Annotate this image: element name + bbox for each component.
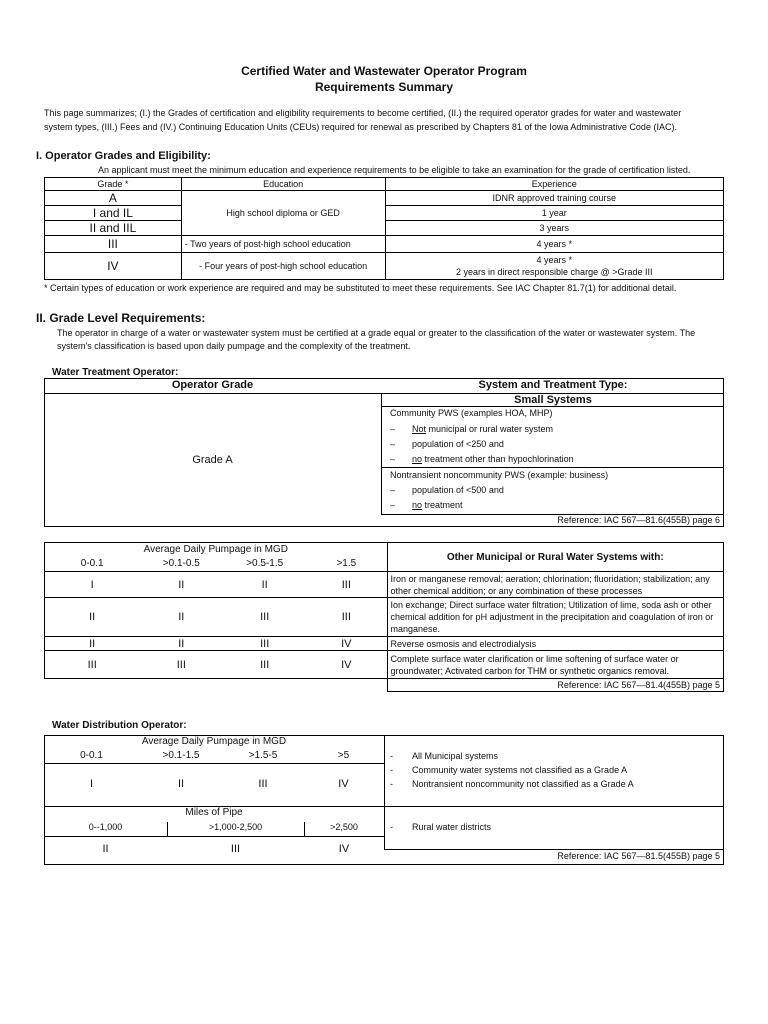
section-2-heading: II. Grade Level Requirements: xyxy=(36,311,206,325)
grade-cell: III xyxy=(230,843,241,855)
treatment-desc: Iron or manganese removal; aeration; chlorination; fluoridation; stabilization; any other chemical addition; or any combination of these processes xyxy=(387,572,723,598)
wdo-col: >5 xyxy=(337,750,350,761)
section-2-para-2: system's classification is based upon daily pumpage and the complexity of the treatment. xyxy=(57,341,411,351)
treatment-desc: Complete surface water clarification or lime softening of surface water or groundwater; Activated carbon for THM or synthetic organics removal. xyxy=(387,651,723,679)
grade-cell: III xyxy=(223,598,306,637)
grade-cell: III xyxy=(258,778,268,790)
section-1-footnote: * Certain types of education or work experience are required and may be substituted to meet these requirements. See IAC Chapter 81.7(1) for additional detail. xyxy=(44,283,677,293)
wdo-reference: Reference: IAC 567—81.5(455B) page 5 xyxy=(557,851,720,861)
experience-cell: 4 years * xyxy=(385,236,724,253)
section-1-note: An applicant must meet the minimum education and experience requirements to be eligible to take an examination for the grade of certification listed. xyxy=(98,165,691,175)
grade-cell: II and IIL xyxy=(45,221,182,236)
grade-cell: IV xyxy=(45,253,182,280)
grade-cell: III xyxy=(45,236,182,253)
miles-col: >1,000-2,500 xyxy=(208,822,263,832)
education-cell: High school diploma or GED xyxy=(181,191,385,236)
experience-cell xyxy=(385,253,724,280)
grade-cell: III xyxy=(306,598,387,637)
grade-cell: I xyxy=(45,572,140,598)
grade-cell: II xyxy=(139,572,223,598)
grade-cell: IV xyxy=(338,843,350,855)
education-cell: - Four years of post-high school education xyxy=(181,253,385,280)
grade-cell: II xyxy=(223,572,306,598)
grade-cell: II xyxy=(45,637,140,651)
divider xyxy=(384,849,724,850)
intro-line-1: This page summarizes; (I.) the Grades of certification and eligibility requirements to become certified, (II.) the required operator grades for water and wastewater xyxy=(44,108,682,118)
pumpage-header: Average Daily Pumpage in MGD xyxy=(45,543,388,557)
wdo-heading: Water Distribution Operator: xyxy=(52,720,187,731)
experience-line: 2 years in direct responsible charge @ >Grade III xyxy=(456,267,653,277)
intro-line-2: system types, (III.) Fees and (IV.) Continuing Education Units (CEUs) required for renewal as prescribed by Chapters 81 of the Iowa Administrative Code (IAC). xyxy=(44,122,677,132)
miles-col: >2,500 xyxy=(330,822,358,832)
small-systems-label: Small Systems xyxy=(514,394,592,406)
nontransient-item: – population of <500 and xyxy=(390,485,504,495)
pumpage-col: >1.5 xyxy=(306,557,387,572)
system-item: - Community water systems not classified as a Grade A xyxy=(390,765,628,775)
divider xyxy=(381,393,382,514)
treatment-desc: Reverse osmosis and electrodialysis xyxy=(387,637,723,651)
grade-cell: IV xyxy=(306,637,387,651)
grade-cell: III xyxy=(223,651,306,679)
wto-col-grade: Operator Grade xyxy=(171,379,254,391)
divider xyxy=(381,406,724,407)
section-1-heading: I. Operator Grades and Eligibility: xyxy=(36,150,211,162)
pumpage-col: 0-0.1 xyxy=(45,557,140,572)
grade-cell: I and IL xyxy=(45,206,182,221)
education-cell: - Two years of post-high school education xyxy=(181,236,385,253)
grade-cell: I xyxy=(89,778,94,790)
nontransient-item: – no treatment xyxy=(390,500,463,510)
miles-header: Miles of Pipe xyxy=(185,807,243,818)
community-item: – no treatment other than hypochlorination xyxy=(390,454,574,464)
community-item: – Not municipal or rural water system xyxy=(390,424,554,434)
wto-col-system: System and Treatment Type: xyxy=(478,379,628,391)
system-item: - All Municipal systems xyxy=(390,751,499,761)
wdo-col: >0.1-1.5 xyxy=(162,750,200,761)
grade-cell: II xyxy=(177,778,185,790)
grades-table xyxy=(44,177,724,280)
system-item: - Nontransient noncommunity not classified as a Grade A xyxy=(390,779,634,789)
grade-cell: II xyxy=(139,637,223,651)
grade-cell: A xyxy=(45,191,182,206)
grade-cell: II xyxy=(139,598,223,637)
grade-cell: III xyxy=(223,637,306,651)
experience-cell: 3 years xyxy=(385,221,724,236)
wto-reference: Reference: IAC 567—81.6(455B) page 6 xyxy=(557,515,720,525)
divider xyxy=(44,836,384,837)
divider xyxy=(384,806,385,850)
grade-cell: IV xyxy=(338,778,349,790)
grade-cell: III xyxy=(139,651,223,679)
divider xyxy=(384,735,385,806)
municipal-table xyxy=(44,542,724,692)
rural-item: - Rural water districts xyxy=(390,822,492,832)
treatment-desc: Ion exchange; Direct surface water filtration; Utilization of lime, soda ash or other chemical addition for pH adjustment in the precipitation and coagulation of iron or manganese. xyxy=(387,598,723,637)
grade-cell: II xyxy=(102,843,109,855)
wdo-col: 0-0.1 xyxy=(80,750,103,761)
col-experience-header: Experience xyxy=(385,178,724,191)
community-pws: Community PWS (examples HOA, MHP) xyxy=(390,408,553,418)
experience-cell: IDNR approved training course xyxy=(385,191,724,206)
divider xyxy=(381,467,724,468)
pumpage-col: >0.1-0.5 xyxy=(139,557,223,572)
document-subtitle: Requirements Summary xyxy=(314,80,454,94)
col-education-header: Education xyxy=(181,178,385,191)
blank-cell xyxy=(45,679,388,692)
experience-line: 4 years * xyxy=(536,255,573,265)
other-header: Other Municipal or Rural Water Systems with: xyxy=(387,543,723,572)
document-title: Certified Water and Wastewater Operator Program xyxy=(241,64,527,78)
wto-heading: Water Treatment Operator: xyxy=(52,367,179,378)
divider xyxy=(44,763,384,764)
grade-cell: III xyxy=(306,572,387,598)
community-item: – population of <250 and xyxy=(390,439,504,449)
grade-a-label: Grade A xyxy=(192,454,233,466)
municipal-reference: Reference: IAC 567—81.4(455B) page 5 xyxy=(387,679,723,692)
nontransient-pws: Nontransient noncommunity PWS (example: business) xyxy=(390,470,609,480)
grade-cell: II xyxy=(45,598,140,637)
pumpage-col: >0.5-1.5 xyxy=(223,557,306,572)
grade-cell: IV xyxy=(306,651,387,679)
wdo-col: >1.5-5 xyxy=(248,750,278,761)
wdo-pumpage-header: Average Daily Pumpage in MGD xyxy=(141,736,287,747)
col-grade-header: Grade * xyxy=(45,178,182,191)
experience-cell: 1 year xyxy=(385,206,724,221)
miles-col: 0--1,000 xyxy=(88,822,123,832)
grade-cell: III xyxy=(45,651,140,679)
section-2-para-1: The operator in charge of a water or wastewater system must be certified at a grade equal or greater to the classification of the water or wastewater system. The xyxy=(57,328,696,338)
